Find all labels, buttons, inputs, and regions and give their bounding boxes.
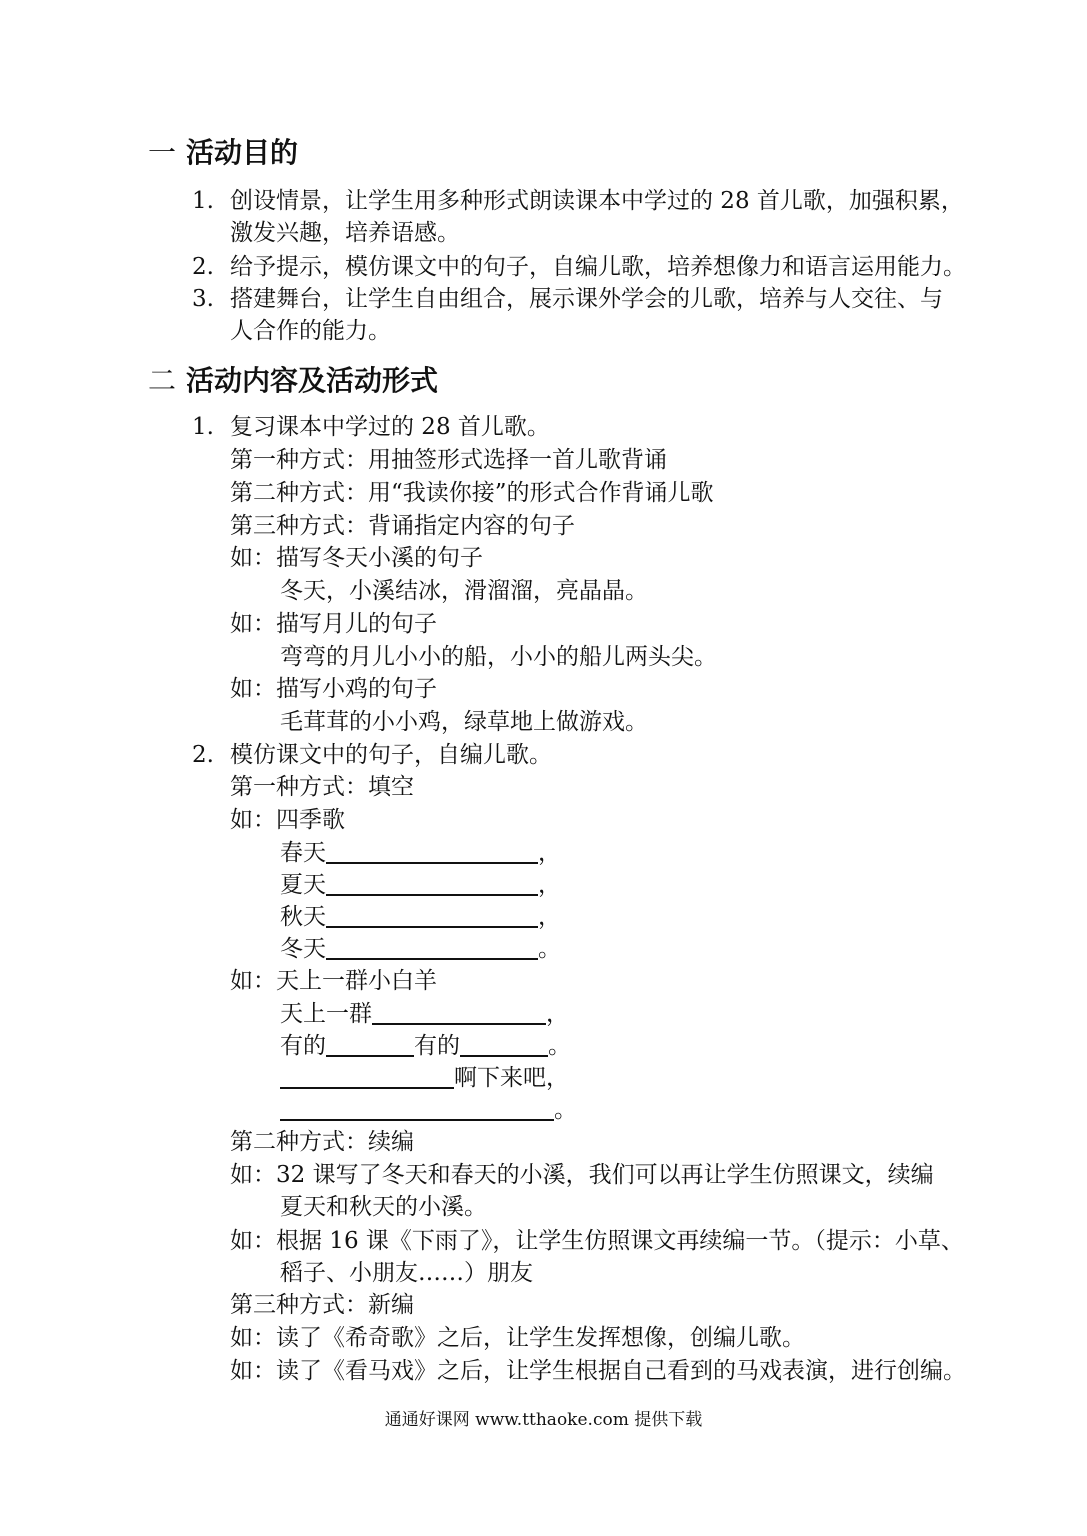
- item-number: 1.: [192, 188, 214, 214]
- method-line: 第三种方式：背诵指定内容的句子: [230, 513, 575, 539]
- poem-text: 有的: [414, 1033, 460, 1059]
- blank-line: [326, 838, 538, 864]
- blank-line: [280, 1063, 454, 1089]
- example-line-cont: 夏天和秋天的小溪。: [280, 1194, 487, 1220]
- paragraph-line: 模仿课文中的句子，自编儿歌。: [230, 742, 552, 768]
- fill-blank-line: [280, 999, 569, 1029]
- fill-blank-line: [280, 870, 561, 900]
- page-footer: 通通好课网 www.tthaoke.com 提供下载: [384, 1410, 703, 1430]
- section-title: 活动内容及活动形式: [186, 364, 439, 397]
- method-line: 第一种方式：用抽签形式选择一首儿歌背诵: [230, 447, 667, 473]
- punctuation: 。: [548, 1033, 571, 1059]
- season-label: 春天: [280, 840, 326, 866]
- punctuation: ，: [538, 840, 561, 866]
- method-line: 第二种方式：续编: [230, 1129, 414, 1155]
- paragraph-line: 创设情景，让学生用多种形式朗读课本中学过的 28 首儿歌，加强积累，: [230, 188, 964, 214]
- item-number: 2.: [192, 254, 214, 280]
- fill-blank-line: [280, 1095, 577, 1125]
- example-line: 如：描写小鸡的句子: [230, 676, 437, 702]
- blank-line: [326, 902, 538, 928]
- example-line: 如：根据 16 课《下雨了》，让学生仿照课文再续编一节。（提示：小草、: [230, 1228, 964, 1254]
- example-sentence: 毛茸茸的小小鸡，绿草地上做游戏。: [280, 709, 648, 735]
- example-sentence: 冬天，小溪结冰，滑溜溜，亮晶晶。: [280, 578, 648, 604]
- blank-line: [326, 1031, 414, 1057]
- blank-line: [326, 870, 538, 896]
- poem-text: 天上一群: [280, 1001, 372, 1027]
- section-heading-1: [148, 136, 298, 170]
- method-line: 第三种方式：新编: [230, 1292, 414, 1318]
- example-line: 如：32 课写了冬天和春天的小溪，我们可以再让学生仿照课文，续编: [230, 1162, 934, 1188]
- season-label: 冬天: [280, 936, 326, 962]
- paragraph-line: 人合作的能力。: [230, 318, 391, 344]
- example-line: 如：描写冬天小溪的句子: [230, 545, 483, 571]
- section-number: 二: [148, 364, 177, 397]
- paragraph-line: 给予提示，模仿课文中的句子，自编儿歌，培养想像力和语言运用能力。: [230, 254, 966, 280]
- item-number: 3.: [192, 286, 214, 312]
- fill-blank-line: [280, 1063, 569, 1093]
- example-sentence: 弯弯的月儿小小的船，小小的船儿两头尖。: [280, 644, 717, 670]
- punctuation: 。: [538, 936, 561, 962]
- item-number: 2.: [192, 742, 214, 768]
- fill-blank-line: [280, 902, 561, 932]
- season-label: 秋天: [280, 904, 326, 930]
- example-line: 如：天上一群小白羊: [230, 968, 437, 994]
- section-title: 活动目的: [186, 136, 299, 169]
- example-line: 如：读了《希奇歌》之后，让学生发挥想像，创编儿歌。: [230, 1325, 805, 1351]
- item-number: 1.: [192, 414, 214, 440]
- blank-line: [326, 934, 538, 960]
- blank-line: [280, 1095, 554, 1121]
- punctuation: 。: [554, 1097, 577, 1123]
- poem-text: 啊下来吧，: [454, 1065, 569, 1091]
- fill-blank-line: [280, 838, 561, 868]
- paragraph-line: 搭建舞台，让学生自由组合，展示课外学会的儿歌，培养与人交往、与: [230, 286, 943, 312]
- punctuation: ，: [538, 872, 561, 898]
- fill-blank-line: [280, 1031, 571, 1061]
- season-label: 夏天: [280, 872, 326, 898]
- blank-line: [460, 1031, 548, 1057]
- fill-blank-line: [280, 934, 561, 964]
- method-line: 第二种方式：用“我读你接”的形式合作背诵儿歌: [230, 480, 714, 506]
- example-line: 如：描写月儿的句子: [230, 611, 437, 637]
- method-line: 第一种方式：填空: [230, 774, 414, 800]
- section-number: 一: [148, 136, 177, 169]
- paragraph-line: 复习课本中学过的 28 首儿歌。: [230, 414, 550, 440]
- poem-text: 有的: [280, 1033, 326, 1059]
- blank-line: [372, 999, 546, 1025]
- example-line: 如：读了《看马戏》之后，让学生根据自己看到的马戏表演，进行创编。: [230, 1358, 966, 1384]
- example-line: 如：四季歌: [230, 807, 345, 833]
- punctuation: ，: [538, 904, 561, 930]
- example-line-cont: 稻子、小朋友……）朋友: [280, 1260, 533, 1286]
- paragraph-line: 激发兴趣，培养语感。: [230, 220, 460, 246]
- section-heading-2: [148, 364, 438, 398]
- punctuation: ，: [546, 1001, 569, 1027]
